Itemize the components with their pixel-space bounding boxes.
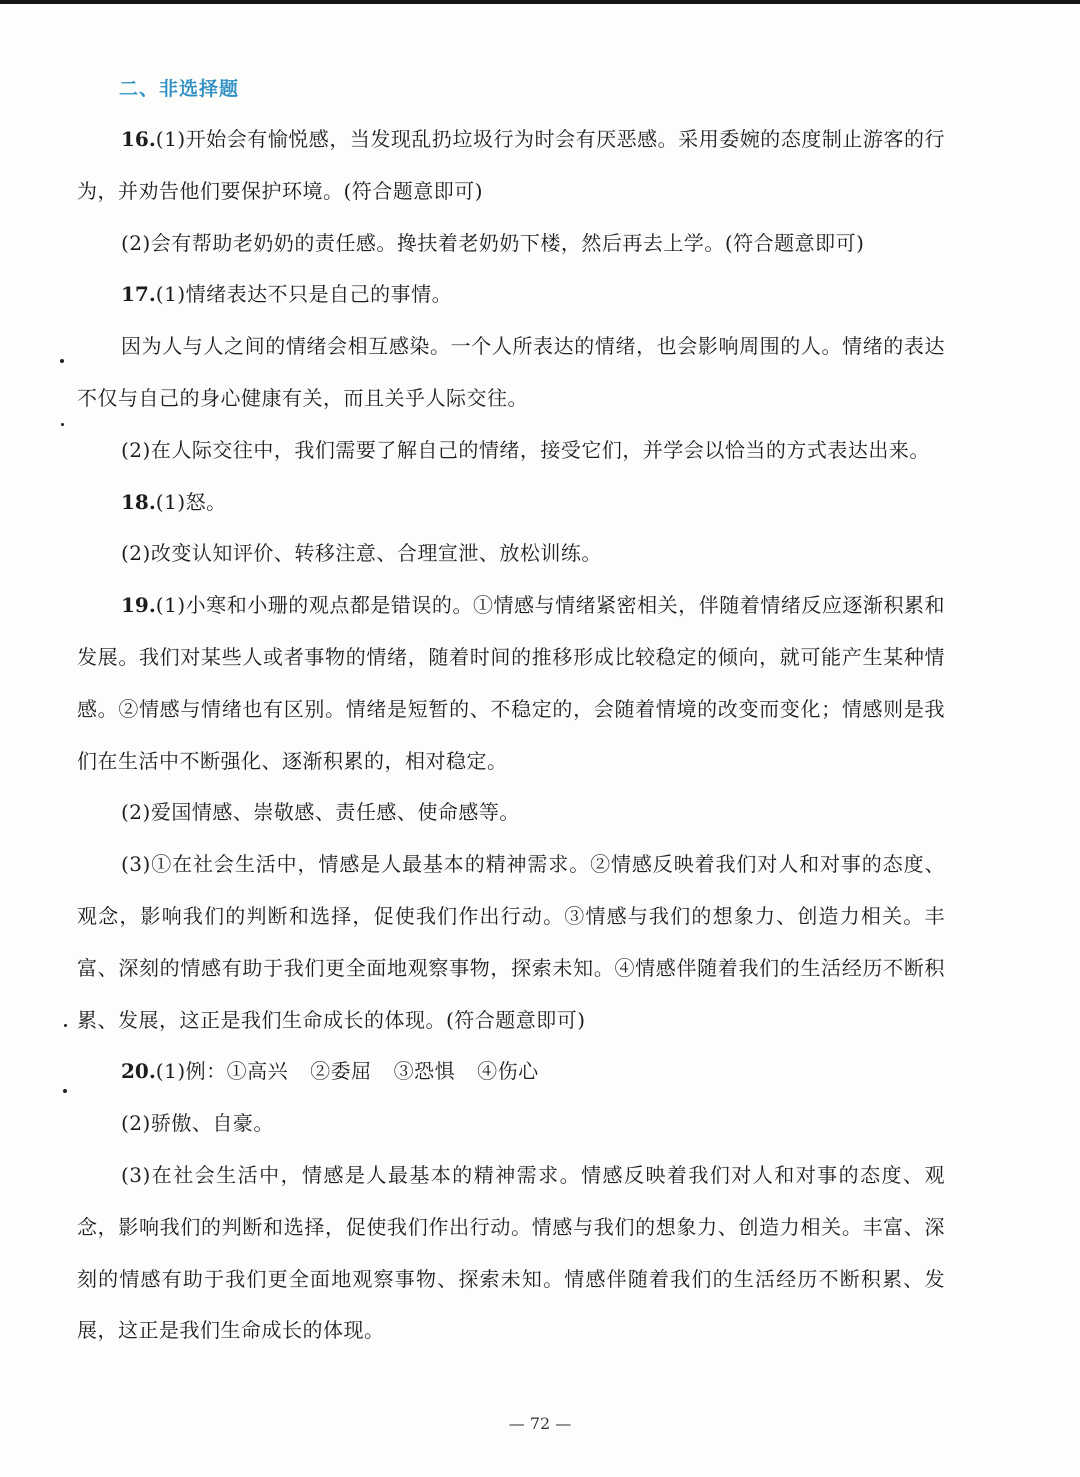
question-number: 17. [121, 282, 156, 307]
section-title: 二、非选择题 [119, 78, 240, 100]
emotion-item: ②委屈 [310, 1059, 372, 1084]
question-number: 19. [121, 593, 156, 618]
scan-speck [61, 423, 64, 426]
answer-20-part-2: (2)骄傲、自豪。 [121, 1111, 274, 1136]
emotion-item: ④伤心 [477, 1059, 539, 1084]
question-number: 20. [121, 1059, 156, 1084]
scan-speck [63, 1089, 67, 1093]
top-border-rule [0, 0, 1080, 4]
emotion-item: ①高兴 [226, 1059, 289, 1084]
scan-speck [64, 1024, 67, 1027]
answer-19-part-2: (2)爱国情感、崇敬感、责任感、使命感等。 [121, 800, 520, 825]
answer-20-part-1: 20.(1)例：①高兴 ②委屈 ③恐惧 ④伤心 [121, 1059, 539, 1084]
answer-17-explanation: 因为人与人之间的情绪会相互感染。一个人所表达的情绪，也会影响周围的人。情绪的表达不仅与自己的身心健康有关，而且关乎人际交往。 [77, 334, 945, 410]
scan-speck [60, 359, 64, 363]
question-number: 18. [121, 489, 156, 514]
answer-17-part-2: (2)在人际交往中，我们需要了解自己的情绪，接受它们，并学会以恰当的方式表达出来。 [121, 437, 930, 462]
emotion-item: ③恐惧 [393, 1059, 456, 1084]
question-number: 16. [121, 127, 156, 151]
answer-18-part-2: (2)改变认知评价、转移注意、合理宣泄、放松训练。 [121, 541, 602, 566]
answer-19-part-3: (3)①在社会生活中，情感是人最基本的精神需求。②情感反映着我们对人和对事的态度、观念，影响我们的判断和选择，促使我们作出行动。③情感与我们的想象力、创造力相关。丰富、深刻的情感有助于我们更全面地观察事物，探索未知。④情感伴随着我们的生活经历不断积累、发展，这正是我们生命成长的体现。(符合题意即可) [77, 852, 945, 1032]
answer-16-part-2: (2)会有帮助老奶奶的责任感。搀扶着老奶奶下楼，然后再去上学。(符合题意即可) [121, 230, 865, 255]
answer-content [77, 64, 945, 1357]
answer-19-part-1: 19.(1)小寒和小珊的观点都是错误的。①情感与情绪紧密相关，伴随着情绪反应逐渐积累和发展。我们对某些人或者事物的情绪，随着时间的推移形成比较稳定的倾向，就可能产生某种情感。②情感与情绪也有区别。情绪是短暂的、不稳定的，会随着情境的改变而变化；情感则是我们在生活中不断强化、逐渐积累的，相对稳定。 [77, 593, 945, 773]
answer-18-part-1: 18.(1)怒。 [121, 489, 227, 514]
page-number: — 72 — [508, 1414, 572, 1433]
answer-16-part-1: 16.(1)开始会有愉悦感，当发现乱扔垃圾行为时会有厌恶感。采用委婉的态度制止游客的行为，并劝告他们要保护环境。(符合题意即可) [77, 127, 945, 203]
answer-17-part-1: 17.(1)情绪表达不只是自己的事情。 [121, 282, 453, 307]
answer-20-part-3: (3)在社会生活中，情感是人最基本的精神需求。情感反映着我们对人和对事的态度、观念，影响我们的判断和选择，促使我们作出行动。情感与我们的想象力、创造力相关。丰富、深刻的情感有助于我们更全面地观察事物、探索未知。情感伴随着我们的生活经历不断积累、发展，这正是我们生命成长的体现。 [77, 1162, 945, 1343]
